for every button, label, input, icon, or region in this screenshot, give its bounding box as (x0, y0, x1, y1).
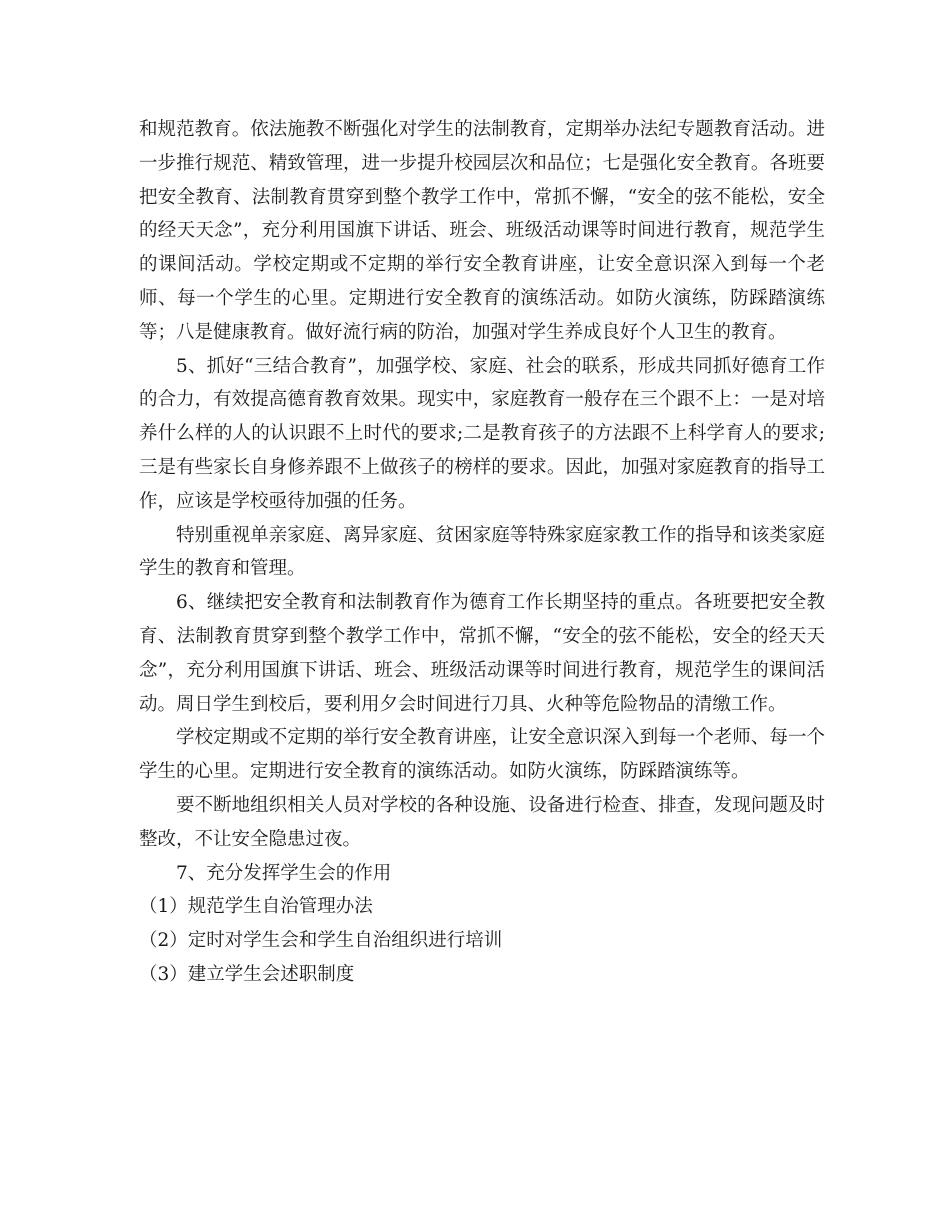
paragraph-continuation: 和规范教育。依法施教不断强化对学生的法制教育，定期举办法纪专题教育活动。进一步推行规范、精致管理，进一步提升校园层次和品位；七是强化安全教育。各班要把安全教育、法制教育贯穿到整个教学工作中，常抓不懈，“安全的弦不能松，安全的经天天念”，充分利用国旗下讲话、班会、班级活动课等时间进行教育，规范学生的课间活动。学校定期或不定期的举行安全教育讲座，让安全意识深入到每一个老师、每一个学生的心里。定期进行安全教育的演练活动。如防火演练，防踩踏演练等；八是健康教育。做好流行病的防治，加强对学生养成良好个人卫生的教育。 (139, 119, 825, 343)
list-item-sub-1: （1）规范学生自治管理办法 (139, 896, 373, 918)
paragraph-safety-lectures: 学校定期或不定期的举行安全教育讲座，让安全意识深入到每一个老师、每一个学生的心里。定期进行安全教育的演练活动。如防火演练，防踩踏演练等。 (139, 727, 825, 783)
paragraph-item-7-heading: 7、充分发挥学生会的作用 (176, 862, 392, 884)
list-item-sub-3: （3）建立学生会述职制度 (139, 963, 355, 985)
paragraph-special-families: 特别重视单亲家庭、离异家庭、贫困家庭等特殊家庭家教工作的指导和该类家庭学生的教育和管理。 (139, 524, 825, 580)
list-item-sub-2: （2）定时对学生会和学生自治组织进行培训 (139, 930, 503, 952)
document-body (139, 113, 825, 992)
paragraph-item-6: 6、继续把安全教育和法制教育作为德育工作长期坚持的重点。各班要把安全教育、法制教育贯穿到整个教学工作中，常抓不懈，“安全的弦不能松，安全的经天天念”，充分利用国旗下讲话、班会、班级活动课等时间进行教育，规范学生的课间活动。周日学生到校后，要利用夕会时间进行刀具、火种等危险物品的清缴工作。 (139, 592, 825, 715)
paragraph-item-5: 5、抓好“三结合教育”，加强学校、家庭、社会的联系，形成共同抓好德育工作的合力，有效提高德育教育效果。现实中，家庭教育一般存在三个跟不上：一是对培养什么样的人的认识跟不上时代的要求;二是教育孩子的方法跟不上科学育人的要求;三是有些家长自身修养跟不上做孩子的榜样的要求。因此，加强对家庭教育的指导工作，应该是学校亟待加强的任务。 (139, 355, 825, 512)
paragraph-inspections: 要不断地组织相关人员对学校的各种设施、设备进行检查、排查，发现问题及时整改，不让安全隐患过夜。 (139, 794, 825, 850)
